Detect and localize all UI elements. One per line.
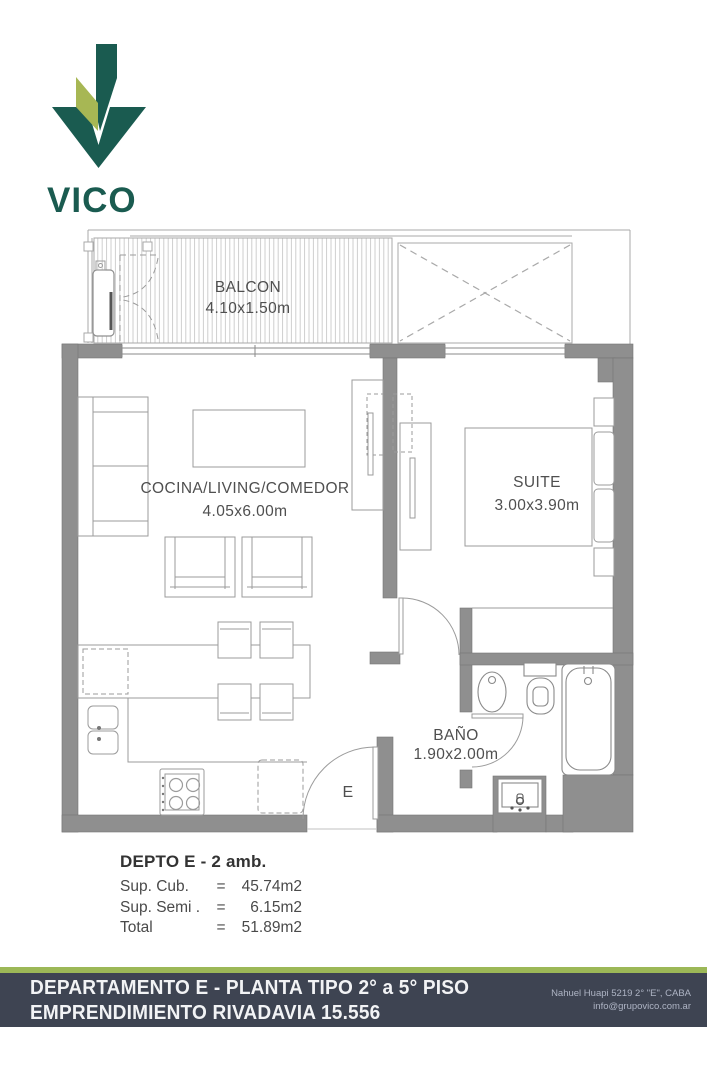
armchair [242, 537, 312, 597]
nightstand [594, 548, 614, 576]
suite-window [445, 345, 565, 357]
summary-eq: = [216, 878, 226, 895]
summary-label: Sup. Cub. [120, 878, 189, 895]
summary-label: Sup. Semi . [120, 898, 201, 916]
bath-label: BAÑO [433, 727, 479, 744]
summary-eq: = [216, 898, 226, 916]
balcony-dims: 4.10x1.50m [205, 300, 291, 317]
appliance-space [258, 760, 303, 813]
coffee-table [193, 410, 305, 467]
summary-value: 6.15m2 [250, 898, 302, 916]
kitchen-sink [88, 706, 118, 754]
summary-eq: = [216, 919, 226, 936]
footer-title [30, 975, 469, 1025]
nightstand [594, 398, 614, 426]
footer-title-line2: EMPRENDIMIENTO RIVADAVIA 15.556 [30, 1001, 381, 1024]
living-sliding-door [122, 345, 370, 357]
armchair [165, 537, 235, 597]
footer-contact [551, 987, 691, 1013]
suite-dims: 3.00x3.90m [494, 497, 580, 514]
bath-dims: 1.90x2.00m [413, 746, 499, 763]
footer-address: Nahuel Huapi 5219 2° "E", CABA [551, 988, 691, 999]
summary-label: Total [120, 919, 153, 936]
footer-title-line1: DEPARTAMENTO E - PLANTA TIPO 2° a 5° PISO [30, 976, 470, 999]
living-label: COCINA/LIVING/COMEDOR [140, 480, 350, 497]
bathtub [562, 664, 615, 775]
balcony-label: BALCON [214, 279, 282, 296]
pillow [594, 432, 614, 485]
pillow [594, 489, 614, 542]
summary-row [120, 898, 302, 919]
vanity-sink [498, 779, 542, 813]
suite-door [399, 598, 459, 655]
suite-label: SUITE [513, 474, 561, 491]
dresser [393, 394, 431, 550]
footer-bar [0, 973, 707, 1027]
kitchen [78, 622, 310, 815]
sofa [78, 397, 148, 536]
balcony [84, 230, 630, 345]
area-summary [120, 852, 302, 939]
entrance-door [303, 747, 378, 829]
footer-banner [0, 967, 707, 1027]
windows [122, 345, 565, 357]
stove [160, 769, 204, 815]
summary-value: 51.89m2 [241, 919, 302, 936]
doors [303, 598, 523, 829]
summary-value: 45.74m2 [241, 878, 302, 895]
tv-unit [352, 380, 383, 510]
summary-title: DEPTO E - 2 amb. [120, 852, 267, 871]
summary-row [120, 877, 302, 898]
toilet [524, 663, 556, 714]
vico-logo [47, 44, 146, 220]
summary-row [120, 918, 302, 939]
void-terrace [398, 243, 572, 343]
entrance-label: E [342, 784, 354, 801]
footer-email: info@grupovico.com.ar [593, 1001, 691, 1012]
vico-wordmark: VICO [47, 181, 137, 220]
bidet [478, 672, 506, 712]
living-dims: 4.05x6.00m [202, 503, 288, 520]
